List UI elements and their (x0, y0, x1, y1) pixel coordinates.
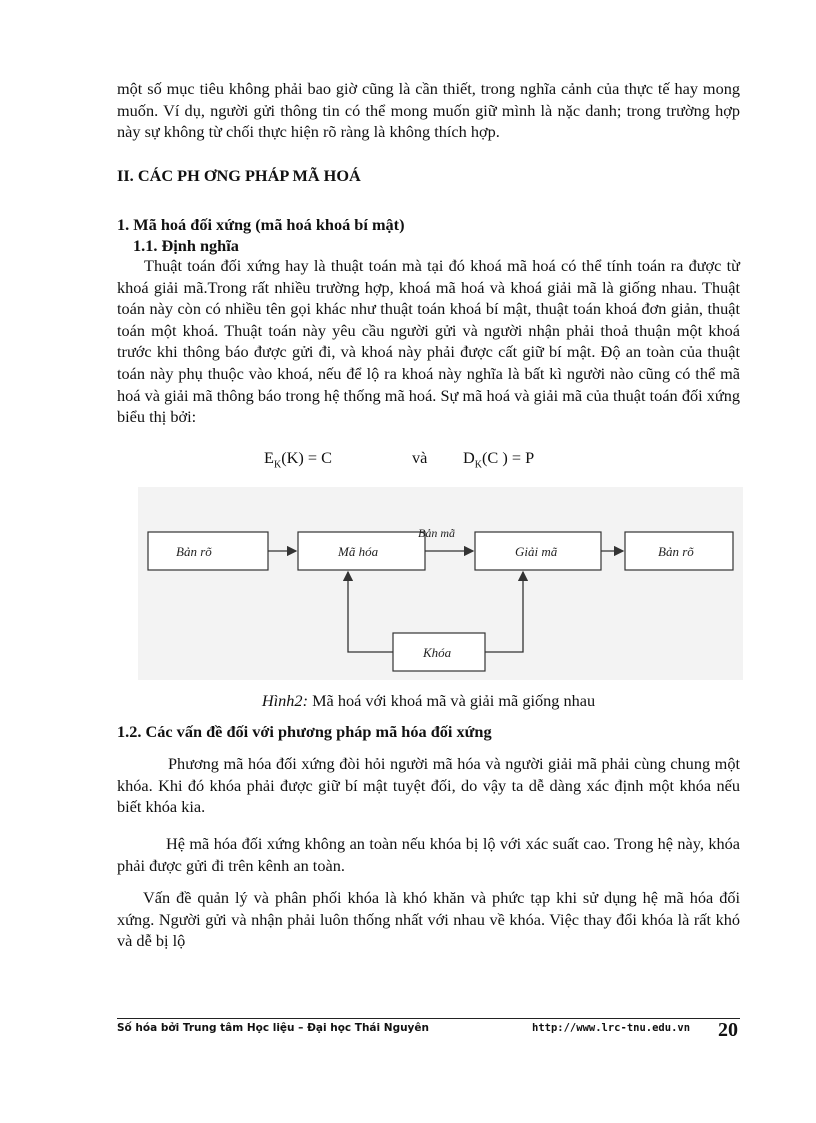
footer-credit: Số hóa bởi Trung tâm Học liệu – Đại học Thái Nguyên (117, 1022, 429, 1034)
definition-paragraph: Thuật toán đối xứng hay là thuật toán mà tại đó khoá mã hoá có thể tính toán ra được từ khoá giải mã.Trong rất nhiều trường hợp, khoá mã hoá và khoá giải mã là giống nhau. Thuật toán này còn có nhiều tên gọi khác như thuật toán khoá bí mật, thuật toán khoá đơn giản, thuật toán một khoá. Thuật toán này yêu cầu người gửi và người nhận phải thoả thuận một khoá trước khi thông báo được gửi đi, và khoá này phải được cất giữ bí mật. Độ an toàn của thuật toán này phụ thuộc vào khoá, nếu để lộ ra khoá này nghĩa là bất kì người nào cũng có thể mã hoá và giải mã thông báo trong hệ thống mã hoá. Sự mã hoá và giải mã của thuật toán đối xứng biểu thị bởi: (117, 256, 740, 427)
figure-label: Hình2: (261, 691, 308, 710)
plaintext-in-label: Bản rõ (176, 544, 212, 559)
intro-paragraph: một số mục tiêu không phải bao giờ cũng là cần thiết, trong nghĩa cảnh của thực tế hay mong muốn. Ví dụ, người gửi thông tin có thể mong muốn giữ mình là nặc danh; trong trường hợp này sự không từ chối thực hiện rõ ràng là không thích hợp. (117, 79, 740, 142)
issues-paragraph-1: Phương mã hóa đối xứng đòi hỏi người mã hóa và người giải mã phải cùng chung một khóa. Khi đó khóa phải được giữ bí mật tuyệt đối, do vậy ta dễ dàng xác định một khóa nếu biết khóa kia. (117, 754, 740, 817)
formula-connector: và (412, 448, 428, 467)
plaintext-out-label: Bản rõ (658, 544, 694, 559)
issues-paragraph-2: Hệ mã hóa đối xứng không an toàn nếu khóa bị lộ với xác suất cao. Trong hệ này, khóa phải được gửi đi trên kênh an toàn. (117, 834, 740, 875)
section-heading: II. CÁC PH ƠNG PHÁP MÃ HOÁ (117, 166, 361, 185)
issues-heading: 1.2. Các vấn đề đối với phương pháp mã hóa đối xứng (117, 722, 492, 741)
encryption-formula: $E_K(K) = C$ (264, 448, 332, 471)
definition-heading: 1.1. Định nghĩa (133, 236, 239, 255)
issues-paragraph-3: Vấn đề quản lý và phân phối khóa là khó khăn và phức tạp khi sử dụng hệ mã hóa đối xứng. Người gửi và nhận phải luôn thống nhất với nhau về khóa. Việc thay đổi khóa là rất khó và dễ bị lộ (117, 888, 740, 951)
decrypt-label: Giải mã (515, 544, 558, 559)
decryption-formula: $D_K(C$ ) = P (463, 448, 535, 471)
figure-caption-text: Mã hoá với khoá mã và giải mã giống nhau (312, 691, 596, 710)
page-number: 20 (718, 1019, 738, 1041)
symmetric-encryption-diagram (138, 487, 743, 680)
key-label: Khóa (423, 645, 452, 660)
footer-divider (117, 1018, 740, 1019)
ciphertext-label: Bản mã (418, 526, 455, 540)
footer-url[interactable]: http://www.lrc-tnu.edu.vn (532, 1022, 691, 1034)
figure-caption (117, 690, 740, 711)
subsection-heading: 1. Mã hoá đối xứng (mã hoá khoá bí mật) (117, 215, 405, 234)
encrypt-label: Mã hóa (338, 544, 379, 559)
